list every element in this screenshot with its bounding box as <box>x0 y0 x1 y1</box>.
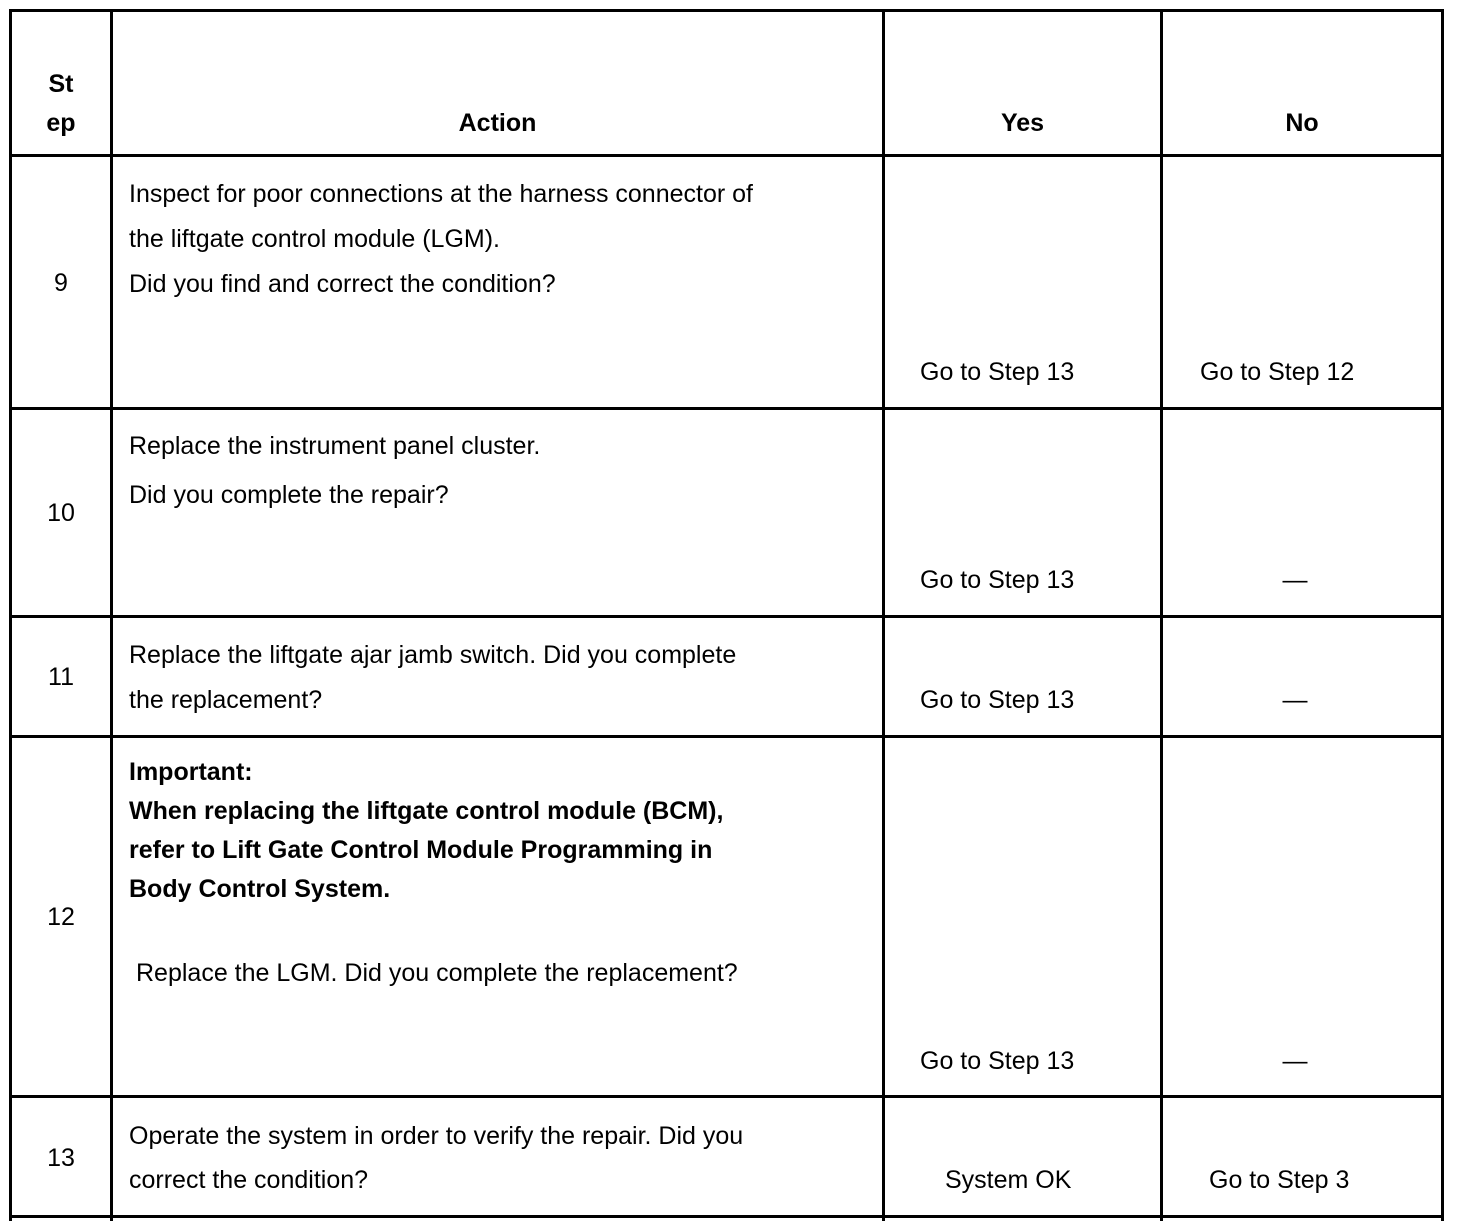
header-step-line1: St <box>48 70 74 98</box>
no-result: — <box>1282 1047 1308 1075</box>
row-divider <box>9 735 1444 738</box>
yes-result: Go to Step 13 <box>920 358 1075 386</box>
action-text: Replace the instrument panel cluster. <box>129 432 541 460</box>
action-text: Did you find and correct the condition? <box>129 270 556 298</box>
header-divider <box>9 154 1444 157</box>
action-text: Inspect for poor connections at the harness connector of <box>129 180 753 208</box>
row-divider <box>9 407 1444 410</box>
important-text: refer to Lift Gate Control Module Programming in <box>129 836 713 864</box>
yes-result: Go to Step 13 <box>920 566 1075 594</box>
action-text: the liftgate control module (LGM). <box>129 225 500 253</box>
action-text: Did you complete the repair? <box>129 481 449 509</box>
action-text: correct the condition? <box>129 1166 369 1194</box>
step-number: 12 <box>47 903 75 931</box>
action-text: Operate the system in order to verify the repair. Did you <box>129 1122 744 1150</box>
no-result: — <box>1282 566 1308 594</box>
action-text: Replace the LGM. Did you complete the replacement? <box>136 959 738 987</box>
action-text: the replacement? <box>129 686 323 714</box>
no-result: — <box>1282 686 1308 714</box>
important-text: When replacing the liftgate control module (BCM), <box>129 797 724 825</box>
table-border-bottom <box>9 1215 1444 1218</box>
no-result: Go to Step 3 <box>1209 1166 1350 1194</box>
yes-result: Go to Step 13 <box>920 686 1075 714</box>
header-action: Action <box>458 109 537 137</box>
no-result: Go to Step 12 <box>1200 358 1355 386</box>
important-text: Body Control System. <box>129 875 391 903</box>
yes-result: System OK <box>945 1166 1072 1194</box>
table-border-top <box>9 9 1444 12</box>
row-divider <box>9 1095 1444 1098</box>
row-divider <box>9 615 1444 618</box>
important-label: Important: <box>129 758 253 786</box>
yes-result: Go to Step 13 <box>920 1047 1075 1075</box>
header-yes: Yes <box>1000 109 1045 137</box>
action-text: Replace the liftgate ajar jamb switch. Did you complete <box>129 641 737 669</box>
step-number: 13 <box>47 1144 75 1172</box>
header-no: No <box>1285 109 1319 137</box>
step-number: 11 <box>48 663 74 691</box>
step-number: 10 <box>47 499 75 527</box>
step-number: 9 <box>54 269 68 297</box>
header-step-line2: ep <box>46 109 76 137</box>
